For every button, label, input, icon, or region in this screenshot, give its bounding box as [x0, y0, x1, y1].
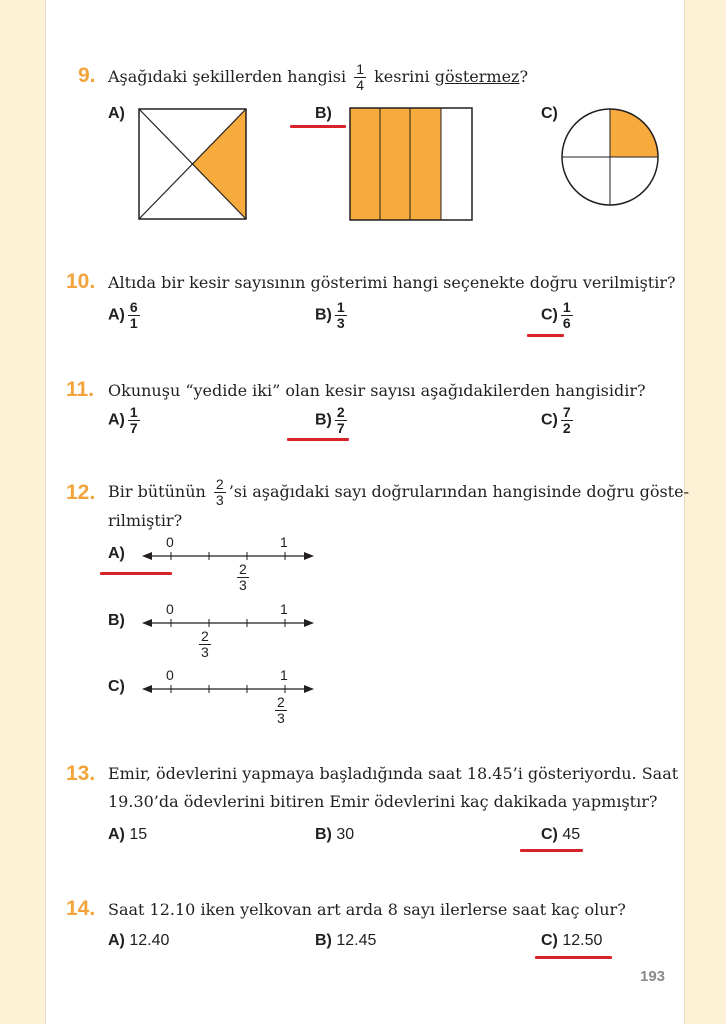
question-text-line2: rilmiştir? [108, 511, 183, 530]
number-line [140, 615, 318, 631]
answer-mark [100, 572, 172, 575]
question-number: 12. [66, 481, 96, 504]
question-number: 10. [66, 270, 96, 293]
arrow-right-icon [304, 619, 314, 627]
option-b[interactable]: B) 30 [315, 826, 355, 843]
option-b[interactable]: B) 12.45 [315, 932, 377, 949]
option-label: C) [108, 678, 125, 695]
arrow-left-icon [142, 619, 152, 627]
number-line [140, 681, 318, 697]
option-label: A) [108, 545, 125, 562]
option-a[interactable]: A) $\frac{1}{7}$ [108, 404, 138, 436]
option-a[interactable]: A) 15 [108, 826, 148, 843]
answer-mark [520, 849, 583, 852]
question-number: 13. [66, 762, 96, 785]
arrow-right-icon [304, 552, 314, 560]
option-a[interactable]: A) 12.40 [108, 932, 170, 949]
question-text: Altıda bir kesir sayısının gösterimi hangi seçenekte doğru verilmiştir? [108, 273, 676, 292]
option-c[interactable]: C) 45 [541, 826, 581, 843]
question-text: Aşağıdaki şekillerden hangisi $\frac{1}{4}$ kesrini göstermez? [108, 61, 529, 93]
question-text: Saat 12.10 iken yelkovan art arda 8 sayı ilerlerse saat kaç olur? [108, 900, 626, 919]
number-line [140, 548, 318, 564]
question-number: 14. [66, 897, 96, 920]
question-text: Okunuşu “yedide iki” olan kesir sayısı aşağıdakilerden hangisidir? [108, 381, 646, 400]
arrow-left-icon [142, 685, 152, 693]
fraction: $\frac{1}{4}$ [356, 61, 365, 93]
option-b[interactable]: B) $\frac{1}{3}$ [315, 299, 345, 331]
answer-mark [527, 334, 564, 337]
option-b[interactable]: B) [315, 105, 332, 122]
label-zero: 0 [166, 601, 174, 617]
arrow-left-icon [142, 552, 152, 560]
option-c[interactable]: C) $\frac{1}{6}$ [541, 299, 571, 331]
mark-two-thirds: $\frac{2}{3}$ [201, 628, 209, 660]
option-a[interactable]: A) $\frac{6}{1}$ [108, 299, 138, 331]
question-number: 11. [66, 378, 95, 401]
question-text: Emir, ödevlerini yapmaya başladığında saat 18.45’i gösteriyordu. Saat [108, 764, 679, 783]
label-one: 1 [280, 601, 288, 617]
option-a[interactable]: A) [108, 105, 125, 122]
option-c[interactable]: C) [541, 105, 558, 122]
label-one: 1 [280, 667, 288, 683]
circle-quarters-figure [560, 107, 660, 207]
option-c[interactable]: C) $\frac{7}{2}$ [541, 404, 571, 436]
label-zero: 0 [166, 534, 174, 550]
arrow-right-icon [304, 685, 314, 693]
option-c[interactable]: C) 12.50 [541, 932, 603, 949]
option-label: B) [108, 612, 125, 629]
rectangle-strips-figure [349, 107, 474, 222]
question-number: 9. [78, 64, 96, 87]
mark-two-thirds: $\frac{2}{3}$ [239, 561, 247, 593]
mark-two-thirds: $\frac{2}{3}$ [277, 694, 285, 726]
square-diagonals-figure [138, 108, 248, 221]
label-zero: 0 [166, 667, 174, 683]
option-b[interactable]: B) $\frac{2}{7}$ [315, 404, 345, 436]
question-text-line2: 19.30’da ödevlerini bitiren Emir ödevlerini kaç dakikada yapmıştır? [108, 792, 658, 811]
answer-mark [287, 438, 349, 441]
question-text: Bir bütünün $\frac{2}{3}$ ’si aşağıdaki sayı doğrularından hangisinde doğru göste- [108, 476, 689, 508]
answer-mark [290, 125, 346, 128]
answer-mark [535, 956, 612, 959]
label-one: 1 [280, 534, 288, 550]
page-number: 193 [640, 968, 666, 985]
